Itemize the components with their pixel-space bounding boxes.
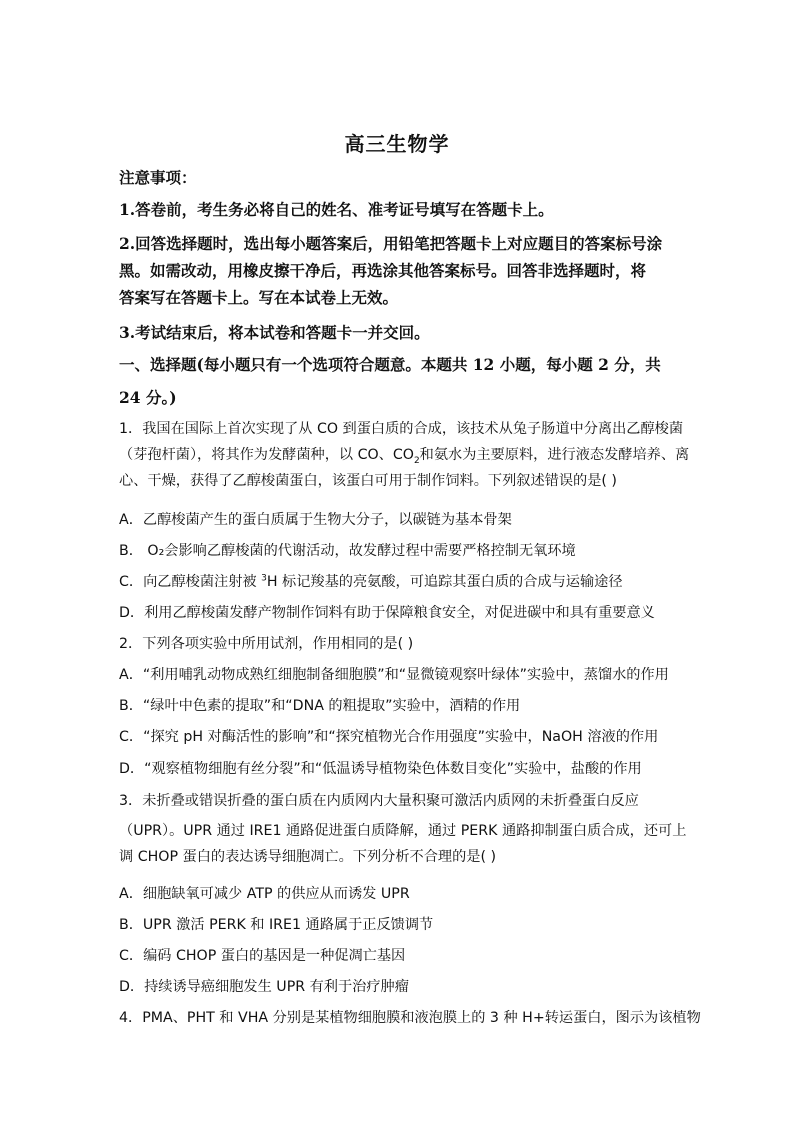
q3-option-c: C．编码 CHOP 蛋白的基因是一种促凋亡基因 bbox=[119, 948, 406, 964]
q3-stem-line-3: 调 CHOP 蛋白的表达诱导细胞凋亡。下列分析不合理的是( ) bbox=[119, 849, 497, 865]
q1-option-c: C．向乙醇梭菌注射被 $^3$H 标记羧基的亮氨酸，可追踪其蛋白质的合成与运输途径 bbox=[119, 573, 623, 590]
q1-stem-line-2: （芽孢杆菌），将其作为发酵菌种，以 CO、$CO_2$和氨水为主要原料，进行液态发酵培养、离 bbox=[119, 447, 690, 466]
notice-item-1: 1.答卷前，考生务必将自己的姓名、准考证号填写在答题卡上。 bbox=[119, 200, 554, 219]
notice-heading: 注意事项： bbox=[119, 168, 197, 187]
q2-option-d: D．“观察植物细胞有丝分裂”和“低温诱导植物染色体数目变化”实验中，盐酸的作用 bbox=[119, 761, 642, 777]
q3-option-d: D．持续诱导癌细胞发生 UPR 有利于治疗肿瘤 bbox=[119, 979, 409, 995]
q1-option-b: B． O₂会影响乙醇梭菌的代谢活动，故发酵过程中需要严格控制无氧环境 bbox=[119, 543, 576, 559]
section-heading-line-2: 24 分。) bbox=[119, 388, 177, 407]
notice-item-2-line-3: 答案写在答题卡上。写在本试卷上无效。 bbox=[119, 288, 399, 307]
q4-stem-line-1: 4．PMA、PHT 和 VHA 分别是某植物细胞膜和液泡膜上的 3 种 H+转运蛋白，图示为该植物 bbox=[119, 1010, 701, 1026]
q3-option-a: A．细胞缺氧可减少 ATP 的供应从而诱发 UPR bbox=[119, 886, 410, 902]
q3-option-b: B．UPR 激活 PERK 和 IRE1 通路属于正反馈调节 bbox=[119, 917, 434, 933]
page-title: 高三生物学 bbox=[344, 132, 450, 156]
q2-stem: 2．下列各项实验中所用试剂，作用相同的是( ) bbox=[119, 636, 414, 652]
q2-option-c: C．“探究 pH 对酶活性的影响”和“探究植物光合作用强度”实验中，NaOH 溶液的作用 bbox=[119, 729, 659, 745]
q3-stem-line-1: 3．未折叠或错误折叠的蛋白质在内质网内大量积聚可激活内质网的未折叠蛋白反应 bbox=[119, 793, 639, 809]
notice-item-2-line-2: 黑。如需改动，用橡皮擦干净后，再选涂其他答案标号。回答非选择题时，将 bbox=[119, 261, 647, 280]
q2-option-b: B．“绿叶中色素的提取”和“DNA 的粗提取”实验中，酒精的作用 bbox=[119, 698, 521, 714]
notice-item-2-line-1: 2.回答选择题时，选出每小题答案后，用铅笔把答题卡上对应题目的答案标号涂 bbox=[119, 234, 663, 253]
q1-stem-line-1: 1．我国在国际上首次实现了从 CO 到蛋白质的合成，该技术从兔子肠道中分离出乙醇梭菌 bbox=[119, 421, 684, 437]
q1-stem-line-3: 心、干燥，获得了乙醇梭菌蛋白，该蛋白可用于制作饲料。下列叙述错误的是( ) bbox=[119, 473, 617, 489]
notice-item-3: 3.考试结束后，将本试卷和答题卡一并交回。 bbox=[119, 323, 430, 342]
q3-stem-line-2: （UPR）。UPR 通过 IRE1 通路促进蛋白质降解，通过 PERK 通路抑制蛋白质合成，还可上 bbox=[119, 823, 687, 839]
q1-option-d: D．利用乙醇梭菌发酵产物制作饲料有助于保障粮食安全，对促进碳中和具有重要意义 bbox=[119, 605, 655, 621]
q2-option-a: A．“利用哺乳动物成熟红细胞制备细胞膜”和“显微镜观察叶绿体”实验中，蒸馏水的作用 bbox=[119, 667, 669, 683]
section-heading-line-1: 一、选择题(每小题只有一个选项符合题意。本题共 12 小题，每小题 2 分，共 bbox=[119, 355, 661, 374]
q1-option-a: A．乙醇梭菌产生的蛋白质属于生物大分子，以碳链为基本骨架 bbox=[119, 512, 512, 528]
